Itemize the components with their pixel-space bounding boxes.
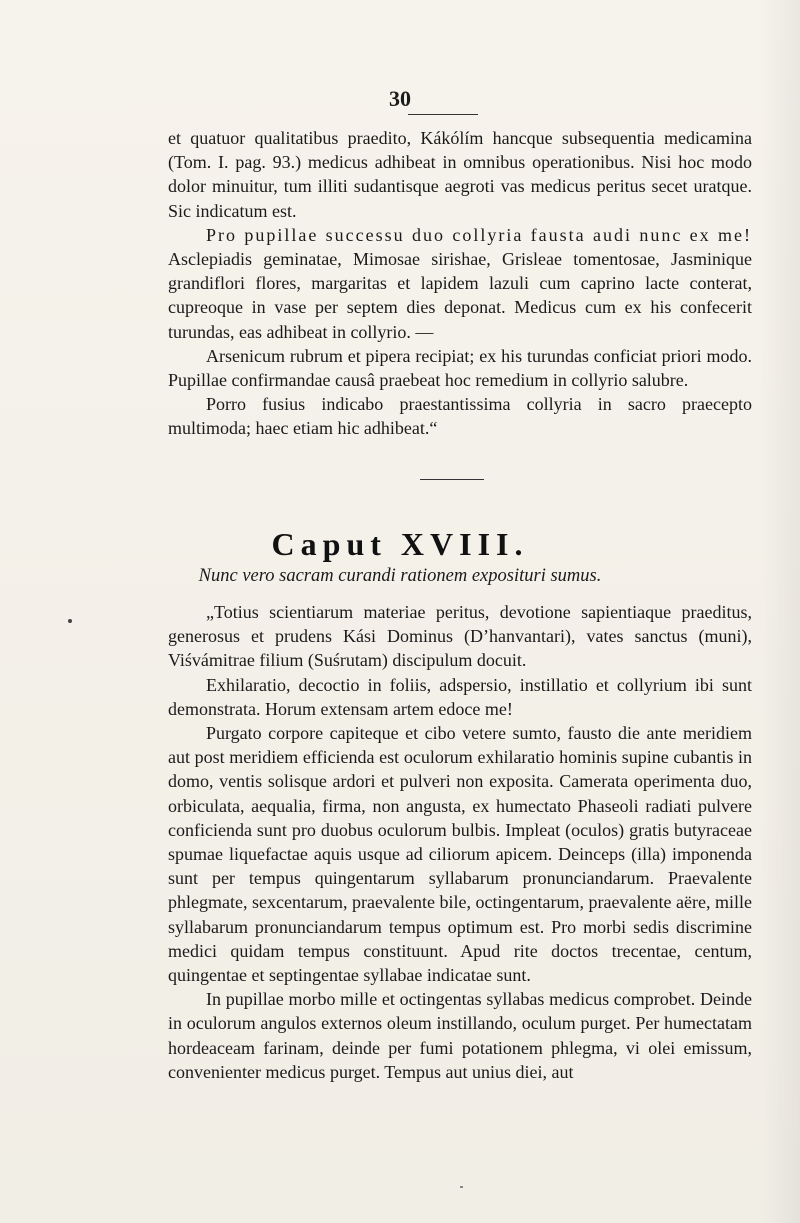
chapter-subtitle: Nunc vero sacram curandi rationem exposituri sumus. [198, 566, 602, 586]
paper-speck [460, 1186, 463, 1188]
top-text-block [168, 126, 752, 441]
margin-mark [68, 619, 72, 623]
page-edge-shadow [760, 0, 800, 1223]
paragraph-purgato: Purgato corpore capiteque et cibo vetere sumto, fausto die ante meridiem aut post meridiem efficienda est oculorum exhilaratio hominis supine cubantis in domo, ventis solisque ardori et pulveri non exposita. Camerata operimenta duo, orbiculata, aequalia, firma, non angusta, ex humectato Phaseoli radiati pulvere conficienda sunt pro duobus oculorum bulbis. Impleat (oculos) gratis butyraceae spumae liquefactae aquis usque ad ciliorum apicem. Deinceps (illa) imponenda sunt per tempus quingentarum syllabarum pronunciandarum. Praevalente phlegmate, sexcentarum, praevalente bile, octingentarum, praevalente aëre, mille syllabarum pronunciandarum tempus optimum est. Pro morbi sedis discrimine medici quidam tempus constituunt. Apud rite doctos trecentae, centum, quingentae et septingentae syllabae indicatae sunt. [168, 723, 752, 986]
paragraph-collyria-rest: Asclepiadis geminatae, Mimosae sirishae, Grisleae tomentosae, Jasminique grandiflori flores, margaritas et lapidem lazuli cum caprino lacte conterat, cupreoque in vase per septem dies deponat. Medicus cum ex his confecerit turundas, eas adhibeat in collyrio. — [168, 249, 752, 342]
chapter-text-block [168, 600, 752, 1084]
page-number: 30 [389, 86, 411, 111]
paragraph-in-pupillae: In pupillae morbo mille et octingentas syllabas medicus comprobet. Deinde in oculorum angulos externos oleum instillando, oculum purget. Per humectatam hordeaceam farinam, deinde per fumi potationem phlegma, vi olei emissum, convenienter medicus purget. Tempus aut unius diei, aut [168, 989, 752, 1082]
section-divider [420, 479, 484, 480]
spaced-phrase: Pro pupillae successu duo collyria fausta audi nunc ex me! [206, 224, 752, 245]
paragraph-totius: „Totius scientiarum materiae peritus, devotione sapientiaque praeditus, generosus et prudens Kási Dominus (D’hanvantari), vates sanctus (muni), Viśvámitrae filium (Suśrutam) discipulum docuit. [168, 602, 752, 671]
paragraph-collyria [168, 223, 752, 344]
paragraph-porro: Porro fusius indicabo praestantissima collyria in sacro praecepto multimoda; haec etiam hic adhibeat.“ [168, 394, 752, 439]
page-number-rule [408, 114, 478, 115]
paragraph-arsenicum: Arsenicum rubrum et pipera recipiat; ex his turundas conficiat priori modo. Pupillae confirmandae causâ praebeat hoc remedium in collyrio salubre. [168, 345, 752, 391]
chapter-title: Caput XVIII. [271, 526, 529, 562]
paragraph-continuation: et quatuor qualitatibus praedito, Kákólím hancque subsequentia medicamina (Tom. I. pag. 93.) medicus adhibeat in omnibus operationibus. Nisi hoc modo dolor minuitur, tum illiti sudantisque aegroti vas medicus peritus secet uratque. Sic indicatum est. [168, 128, 752, 221]
paragraph-exhilaratio: Exhilaratio, decoctio in foliis, adspersio, instillatio et collyrium ibi sunt demonstrata. Horum extensam artem edoce me! [168, 674, 752, 719]
